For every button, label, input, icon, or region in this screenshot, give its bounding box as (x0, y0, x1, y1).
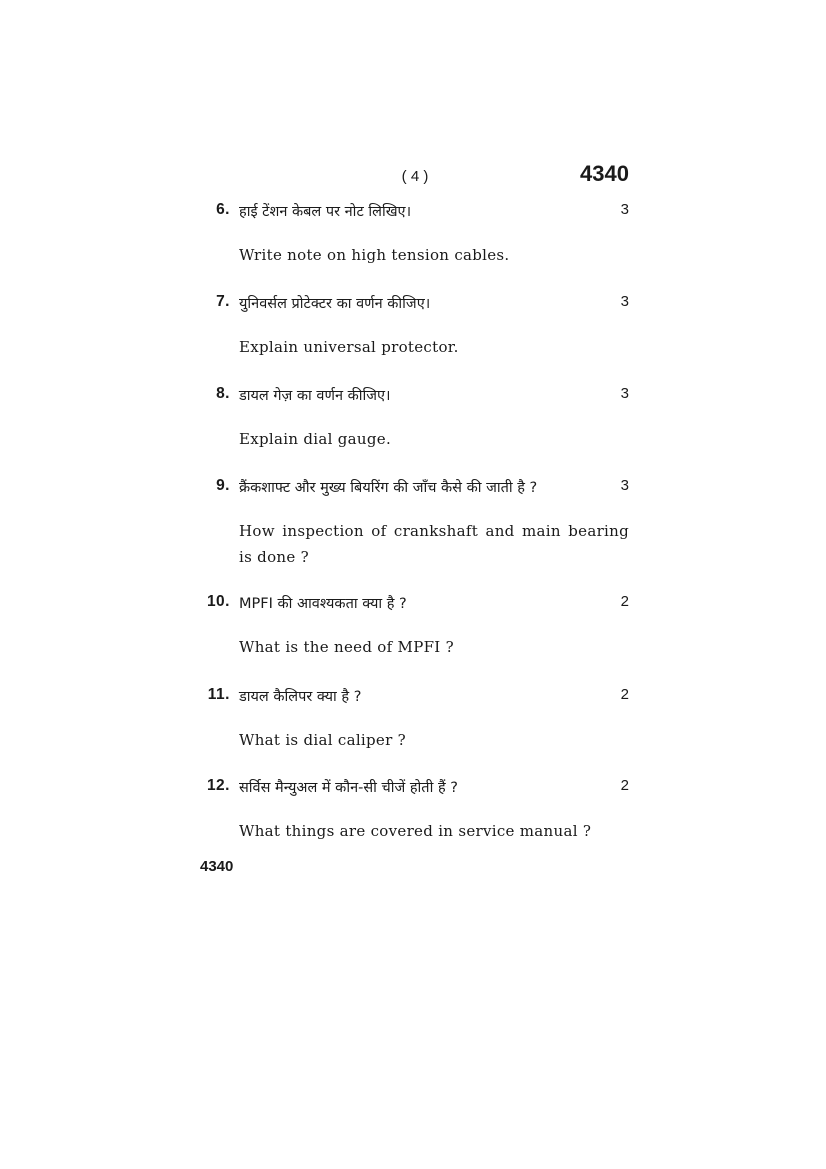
question-8 (196, 385, 629, 452)
question-text-hindi: युनिवर्सल प्रोटेक्टर का वर्णन कीजिए। (239, 296, 431, 312)
question-text-english: Explain dial gauge. (239, 430, 392, 448)
question-number: 6. (216, 201, 230, 218)
question-number: 11. (207, 686, 230, 703)
question-text-hindi: हाई टेंशन केबल पर नोट लिखिए। (239, 204, 412, 220)
question-marks: 2 (620, 777, 629, 794)
question-text-hindi: MPFI की आवश्यकता क्या है ? (239, 596, 407, 612)
question-marks: 3 (620, 293, 629, 310)
question-marks: 3 (620, 201, 629, 218)
question-text-english: How inspection of crankshaft and main bearing is done ? (239, 522, 629, 566)
question-11 (196, 686, 629, 753)
question-text-english: Write note on high tension cables. (239, 246, 510, 264)
question-12 (196, 777, 629, 844)
question-text-english: What is the need of MPFI ? (239, 638, 454, 656)
paper-code-footer: 4340 (200, 858, 234, 875)
question-marks: 3 (620, 385, 629, 402)
question-9 (196, 477, 629, 570)
question-marks: 2 (620, 686, 629, 703)
page-number: ( 4 ) (401, 168, 429, 185)
question-number: 8. (216, 385, 230, 402)
question-7 (196, 293, 629, 360)
question-number: 12. (206, 777, 230, 794)
question-text-hindi: डायल गेज़ का वर्णन कीजिए। (239, 388, 391, 404)
question-text-hindi: डायल कैलिपर क्या है ? (239, 689, 362, 705)
question-number: 10. (206, 593, 230, 610)
question-text-english: Explain universal protector. (239, 338, 459, 356)
question-marks: 2 (620, 593, 629, 610)
question-10 (196, 593, 629, 660)
question-number: 9. (216, 477, 230, 494)
question-number: 7. (216, 293, 230, 310)
question-6 (196, 201, 629, 268)
question-marks: 3 (620, 477, 629, 494)
question-text-hindi: सर्विस मैन्युअल में कौन-सी चीजें होती हैं ? (239, 780, 458, 796)
paper-code-header: 4340 (580, 161, 629, 186)
question-text-english: What things are covered in service manual ? (239, 822, 592, 840)
question-text-hindi: क्रैंकशाफ्ट और मुख्य बियरिंग की जाँच कैसे की जाती है ? (239, 480, 538, 496)
question-text-english: What is dial caliper ? (239, 731, 406, 749)
